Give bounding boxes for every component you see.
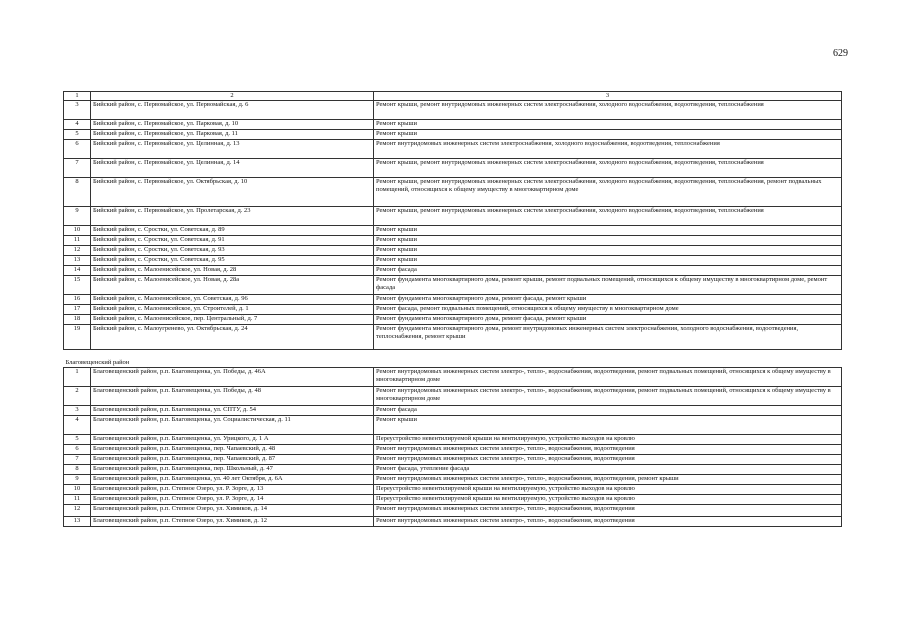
table-row [64, 387, 842, 406]
table-row [64, 256, 842, 266]
row-work: Ремонт крыши, ремонт внутридомовых инженерных систем электроснабжения, холодного водоснабжения, водоотведения, теплоснабжения [374, 159, 842, 178]
row-work: Ремонт фундамента многоквартирного дома, ремонт фасада, ремонт крыши [374, 315, 842, 325]
table-row [64, 368, 842, 387]
section-title: Благовещенский район [64, 350, 842, 368]
table-row [64, 159, 842, 178]
row-address: Бийский район, с. Малоенисейское, ул. Советская, д. 96 [91, 295, 374, 305]
row-work: Ремонт крыши [374, 226, 842, 236]
table-row [64, 236, 842, 246]
row-address: Бийский район, с. Малоенисейское, ул. Новая, д. 28 [91, 266, 374, 276]
section-row [64, 350, 842, 368]
row-number: 15 [64, 276, 91, 295]
row-number: 16 [64, 295, 91, 305]
row-number: 6 [64, 445, 91, 455]
row-address: Бийский район, с. Первомайское, ул. Октябрьская, д. 10 [91, 178, 374, 207]
row-number: 17 [64, 305, 91, 315]
row-number: 19 [64, 325, 91, 350]
row-work: Переустройство невентилируемой крыши на вентилируемую, устройство выходов на кровлю [374, 435, 842, 445]
table-row [64, 315, 842, 325]
table-row [64, 485, 842, 495]
row-address: Благовещенский район, р.п. Благовещенка, пер. Чапаевский, д. 48 [91, 445, 374, 455]
row-number: 9 [64, 475, 91, 485]
row-number: 12 [64, 246, 91, 256]
row-work: Ремонт фундамента многоквартирного дома, ремонт фасада, ремонт крыши [374, 295, 842, 305]
table-row [64, 406, 842, 416]
row-work: Ремонт фасада [374, 266, 842, 276]
row-work: Ремонт внутридомовых инженерных систем электро-, тепло-, водоснабжения, водоотведения [374, 455, 842, 465]
row-number: 5 [64, 435, 91, 445]
row-address: Бийский район, с. Сростки, ул. Советская, д. 91 [91, 236, 374, 246]
row-address: Благовещенский район, р.п. Степное Озеро, ул. Р. Зорге, д. 14 [91, 495, 374, 505]
row-number: 10 [64, 485, 91, 495]
table-row [64, 505, 842, 517]
row-number: 9 [64, 207, 91, 226]
row-work: Ремонт крыши [374, 130, 842, 140]
row-number: 1 [64, 368, 91, 387]
table-row [64, 140, 842, 159]
row-number: 12 [64, 505, 91, 517]
row-address: Бийский район, с. Первомайское, ул. Пролетарская, д. 23 [91, 207, 374, 226]
row-work: Ремонт внутридомовых инженерных систем электро-, тепло-, водоснабжения, водоотведения [374, 505, 842, 517]
row-address: Бийский район, с. Первомайское, ул. Целинная, д. 13 [91, 140, 374, 159]
table-row [64, 435, 842, 445]
table-row [64, 295, 842, 305]
row-address: Бийский район, с. Малоенисейское, ул. Строителей, д. 1 [91, 305, 374, 315]
table-row [64, 475, 842, 485]
row-address: Бийский район, с. Первомайское, ул. Парковая, д. 11 [91, 130, 374, 140]
row-number: 8 [64, 465, 91, 475]
row-work: Ремонт крыши, ремонт внутридомовых инженерных систем электроснабжения, холодного водоснабжения, водоотведения, теплоснабжения [374, 207, 842, 226]
table-row [64, 246, 842, 256]
row-number: 4 [64, 120, 91, 130]
table-row [64, 130, 842, 140]
row-number: 7 [64, 455, 91, 465]
table-row [64, 495, 842, 505]
row-work: Ремонт крыши [374, 416, 842, 435]
row-number: 8 [64, 178, 91, 207]
row-address: Благовещенский район, р.п. Благовещенка, ул. Урицкого, д. 1 А [91, 435, 374, 445]
row-work: Ремонт крыши [374, 120, 842, 130]
row-number: 14 [64, 266, 91, 276]
row-work: Ремонт фасада, утепление фасада [374, 465, 842, 475]
row-work: Переустройство невентилируемой крыши на вентилируемую, устройство выходов на кровлю [374, 495, 842, 505]
row-number: 18 [64, 315, 91, 325]
row-address: Благовещенский район, р.п. Благовещенка, ул. Победы, д. 46А [91, 368, 374, 387]
row-address: Благовещенский район, р.п. Степное Озеро, ул. Р. Зорге, д. 13 [91, 485, 374, 495]
row-address: Благовещенский район, р.п. Благовещенка, ул. Социалистическая, д. 11 [91, 416, 374, 435]
row-address: Бийский район, с. Сростки, ул. Советская, д. 89 [91, 226, 374, 236]
row-number: 3 [64, 101, 91, 120]
row-number: 11 [64, 236, 91, 246]
row-address: Благовещенский район, р.п. Благовещенка, ул. СПТУ, д. 54 [91, 406, 374, 416]
row-address: Благовещенский район, р.п. Благовещенка, пер. Чапаевский, д. 87 [91, 455, 374, 465]
table-row [64, 101, 842, 120]
table-row [64, 266, 842, 276]
table-row [64, 226, 842, 236]
row-address: Бийский район, с. Первомайское, ул. Первомайская, д. 6 [91, 101, 374, 120]
row-address: Бийский район, с. Первомайское, ул. Целинная, д. 14 [91, 159, 374, 178]
row-work: Ремонт крыши, ремонт внутридомовых инженерных систем электроснабжения, холодного водоснабжения, водоотведения, теплоснабжения [374, 101, 842, 120]
row-number: 11 [64, 495, 91, 505]
repair-table [63, 91, 842, 527]
table-row [64, 178, 842, 207]
row-address: Бийский район, с. Сростки, ул. Советская, д. 93 [91, 246, 374, 256]
row-number: 2 [64, 387, 91, 406]
row-work: Ремонт фундамента многоквартирного дома, ремонт крыши, ремонт подвальных помещений, относящихся к общему имуществу в многоквартирном доме, ремонт фасада [374, 276, 842, 295]
row-work: Ремонт крыши [374, 246, 842, 256]
table-row [64, 416, 842, 435]
row-address: Бийский район, с. Малоенисейское, ул. Новая, д. 28а [91, 276, 374, 295]
table-row [64, 325, 842, 350]
header-col-1: 1 [64, 92, 91, 101]
row-work: Ремонт внутридомовых инженерных систем электро-, тепло-, водоснабжения, водоотведения [374, 517, 842, 527]
row-address: Бийский район, с. Малоенисейское, пер. Центральный, д. 7 [91, 315, 374, 325]
row-number: 5 [64, 130, 91, 140]
row-address: Бийский район, с. Сростки, ул. Советская, д. 95 [91, 256, 374, 266]
row-address: Бийский район, с. Первомайское, ул. Парковая, д. 10 [91, 120, 374, 130]
row-work: Ремонт крыши, ремонт внутридомовых инженерных систем электроснабжения, холодного водоснабжения, водоотведения, теплоснабжения, ремонт подвальных помещений, относящихся к общему имуществу в многоквартирном доме [374, 178, 842, 207]
row-number: 3 [64, 406, 91, 416]
table-row [64, 465, 842, 475]
row-work: Ремонт внутридомовых инженерных систем электро-, тепло-, водоснабжения, водоотведения, ремонт подвальных помещений, относящихся к общему имуществу в многоквартирном доме [374, 368, 842, 387]
row-number: 13 [64, 517, 91, 527]
table-row [64, 517, 842, 527]
row-number: 13 [64, 256, 91, 266]
header-col-3: 3 [374, 92, 842, 101]
row-work: Ремонт внутридомовых инженерных систем электро-, тепло-, водоснабжения, водоотведения, ремонт подвальных помещений, относящихся к общему имуществу в многоквартирном доме [374, 387, 842, 406]
page-number: 629 [833, 48, 848, 59]
row-work: Ремонт внутридомовых инженерных систем электро-, тепло-, водоснабжения, водоотведения [374, 445, 842, 455]
row-address: Благовещенский район, р.п. Благовещенка, пер. Школьный, д. 47 [91, 465, 374, 475]
row-number: 10 [64, 226, 91, 236]
row-work: Ремонт фундамента многоквартирного дома, ремонт внутридомовых инженерных систем электроснабжения, холодного водоснабжения, водоотведения, теплоснабжения, ремонт крыши [374, 325, 842, 350]
header-col-2: 2 [91, 92, 374, 101]
row-address: Благовещенский район, р.п. Благовещенка, ул. 40 лет Октября, д. 6А [91, 475, 374, 485]
row-work: Ремонт внутридомовых инженерных систем электро-, тепло-, водоснабжения, водоотведения, ремонт крыши [374, 475, 842, 485]
row-number: 6 [64, 140, 91, 159]
repair-table-body [64, 92, 842, 527]
table-row [64, 455, 842, 465]
row-number: 4 [64, 416, 91, 435]
row-work: Ремонт фасада, ремонт подвальных помещений, относящихся к общему имуществу в многоквартирном доме [374, 305, 842, 315]
row-work: Ремонт фасада [374, 406, 842, 416]
table-row [64, 120, 842, 130]
row-work: Переустройство невентилируемой крыши на вентилируемую, устройство выходов на кровлю [374, 485, 842, 495]
table-row [64, 276, 842, 295]
row-work: Ремонт внутридомовых инженерных систем электроснабжения, холодного водоснабжения, водоотведения, теплоснабжения [374, 140, 842, 159]
table-header-row [64, 92, 842, 101]
table-row [64, 445, 842, 455]
table-row [64, 305, 842, 315]
row-work: Ремонт крыши [374, 256, 842, 266]
table-row [64, 207, 842, 226]
row-address: Бийский район, с. Малоугренево, ул. Октябрьская, д. 24 [91, 325, 374, 350]
row-number: 7 [64, 159, 91, 178]
row-address: Благовещенский район, р.п. Степное Озеро, ул. Химиков, д. 12 [91, 517, 374, 527]
row-address: Благовещенский район, р.п. Степное Озеро, ул. Химиков, д. 14 [91, 505, 374, 517]
row-address: Благовещенский район, р.п. Благовещенка, ул. Победы, д. 48 [91, 387, 374, 406]
row-work: Ремонт крыши [374, 236, 842, 246]
